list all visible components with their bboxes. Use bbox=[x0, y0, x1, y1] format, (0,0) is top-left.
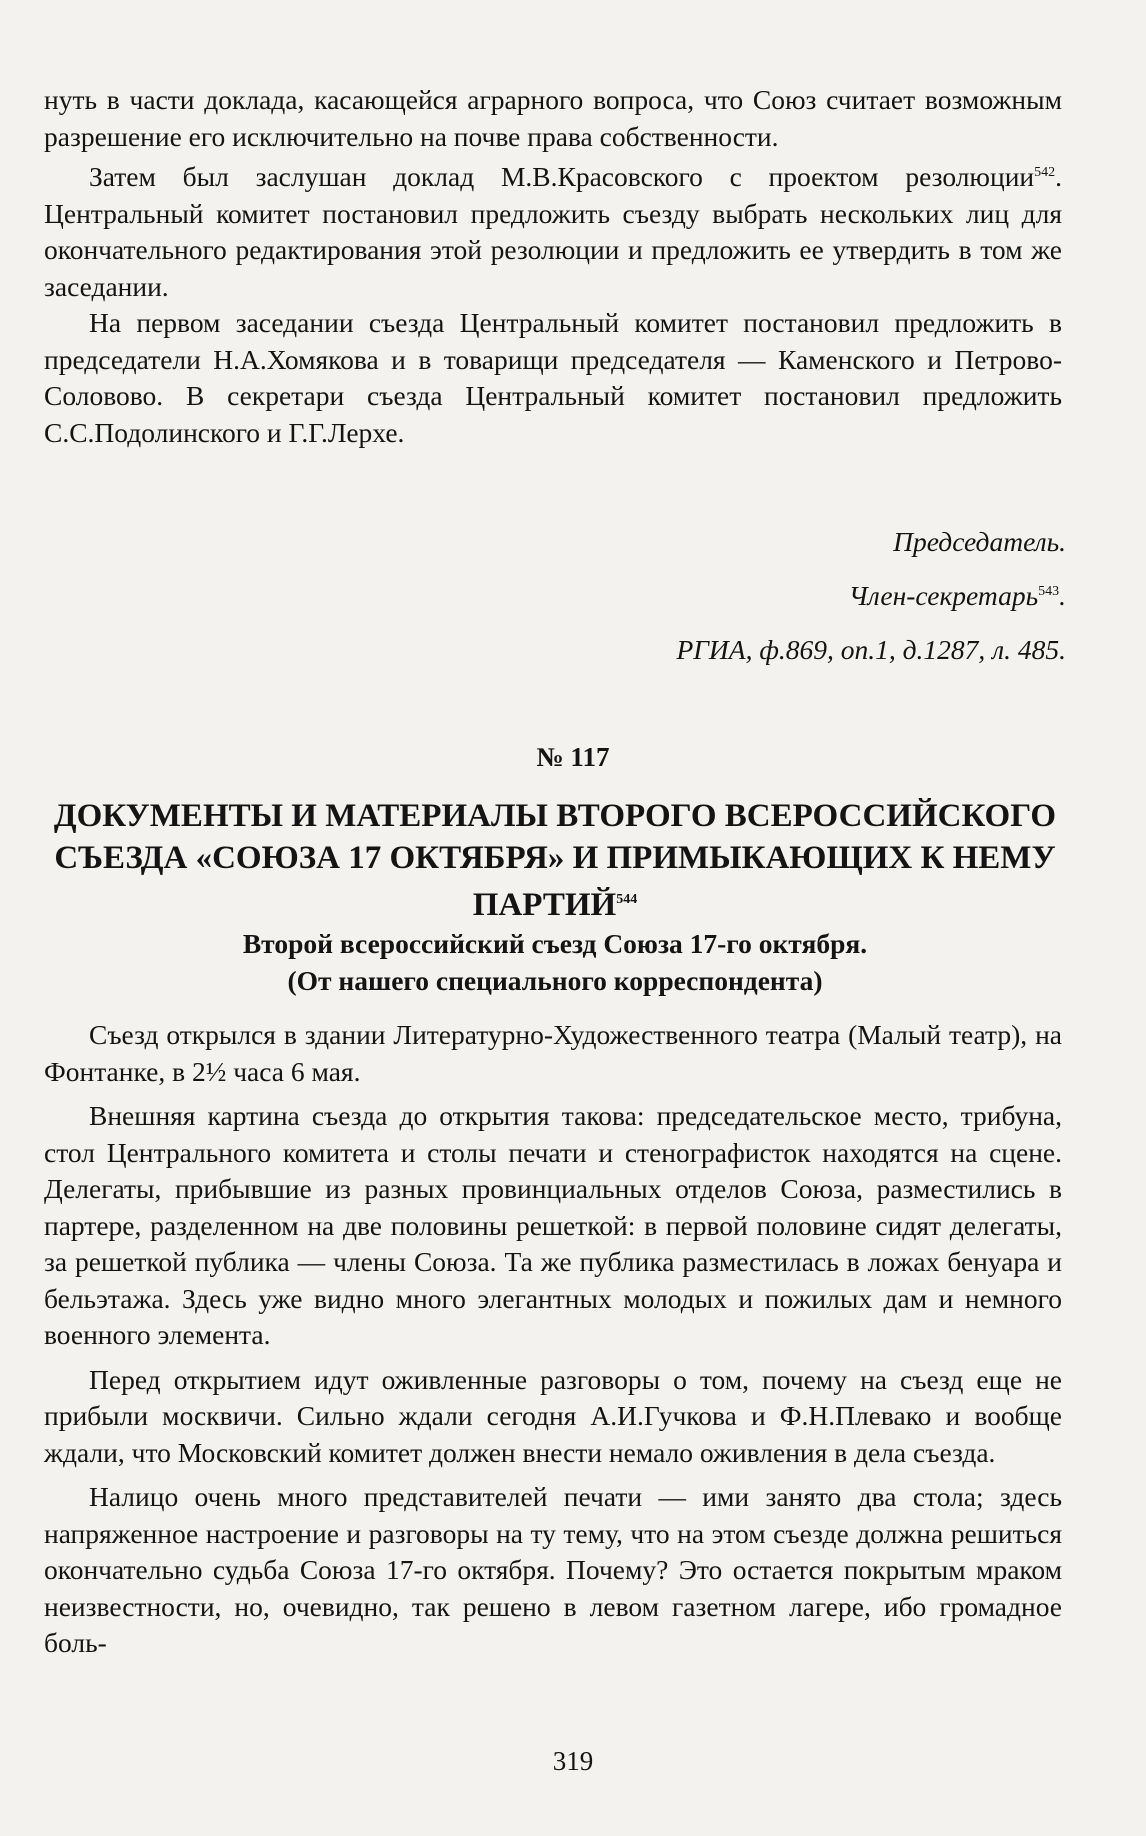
text-run: Затем был заслушан доклад М.В.Красовского с проектом резолюции bbox=[89, 161, 1035, 193]
archive-source: РГИА, ф.869, оп.1, д.1287, л. 485. bbox=[676, 634, 1066, 665]
text-run: Член-секретарь bbox=[848, 580, 1039, 611]
article-subtitle bbox=[40, 925, 1070, 999]
subtitle-line: (От нашего специального корреспондента) bbox=[287, 965, 823, 996]
text-run: ДОКУМЕНТЫ И МАТЕРИАЛЫ ВТОРОГО ВСЕРОССИЙСКОГО СЪЕЗДА «СОЮЗА 17 ОКТЯБРЯ» И ПРИМЫКАЮЩИХ К НЕМУ ПАРТИЙ bbox=[53, 798, 1057, 923]
page-number: 319 bbox=[552, 1746, 594, 1776]
paragraph: На первом заседании съезда Центральный комитет постановил предложить в председатели Н.А.Хомякова и в товарищи председателя — Каменского и Петрово-Соловово. В секретари съезда Центральный комитет постановил предложить С.С.Подолинского и Г.Г.Лерхе. bbox=[44, 307, 1062, 448]
paragraph: Перед открытием идут оживленные разговоры о том, почему на съезд еще не прибыли москвичи. Сильно ждали сегодня А.И.Гучкова и Ф.Н.Плевако и вообще ждали, что Московский комитет должен внести немало оживления в дела съезда. bbox=[44, 1363, 1062, 1468]
paragraph bbox=[44, 155, 1062, 305]
body-text-block bbox=[44, 1017, 1062, 1670]
footnote-ref: 543 bbox=[1038, 583, 1060, 599]
paragraph: нуть в части доклада, касающейся аграрного вопроса, что Союз считает возможным разрешение его исключительно на почве права собственности. bbox=[44, 84, 1062, 152]
footnote-ref: 542 bbox=[1034, 165, 1056, 180]
footnote-ref: 544 bbox=[616, 892, 638, 907]
document-title bbox=[40, 795, 1070, 926]
subtitle-line: Второй всероссийский съезд Союза 17-го октября. bbox=[242, 928, 868, 959]
chairman-signature: Председатель. bbox=[893, 526, 1066, 557]
paragraph: Внешняя картина съезда до открытия такова: председательское место, трибуна, стол Центрального комитета и столы печати и стенографисток находятся на сцене. Делегаты, прибывшие из разных провинциальных отделов Союза, разместились в партере, разделенном на две половины решеткой: в первой половине сидят делегаты, за решеткой публика — члены Союза. Та же публика разместилась в ложах бенуара и бельэтажа. Здесь уже видно много элегантных молодых и пожилых дам и немного военного элемента. bbox=[44, 1100, 1062, 1350]
text-run: . Центральный комитет постановил предложить съезду выбрать нескольких лиц для окончательного редактирования этой резолюции и предложить ее утвердить в том же заседании. bbox=[44, 161, 1062, 302]
paragraph: Налицо очень много представителей печати — ими занято два стола; здесь напряженное настроение и разговоры на ту тему, что на этом съезде должна решиться окончательно судьба Союза 17-го октября. Почему? Это остается покрытым мраком неизвестности, но, очевидно, так решено в левом газетном лагере, ибо громадное боль- bbox=[44, 1481, 1062, 1658]
secretary-signature bbox=[849, 580, 1066, 612]
text-run: . bbox=[1059, 580, 1066, 611]
document-number: № 117 bbox=[536, 742, 610, 772]
top-text-block bbox=[44, 82, 1062, 451]
paragraph: Съезд открылся в здании Литературно-Художественного театра (Малый театр), на Фонтанке, в 2½ часа 6 мая. bbox=[44, 1019, 1062, 1087]
